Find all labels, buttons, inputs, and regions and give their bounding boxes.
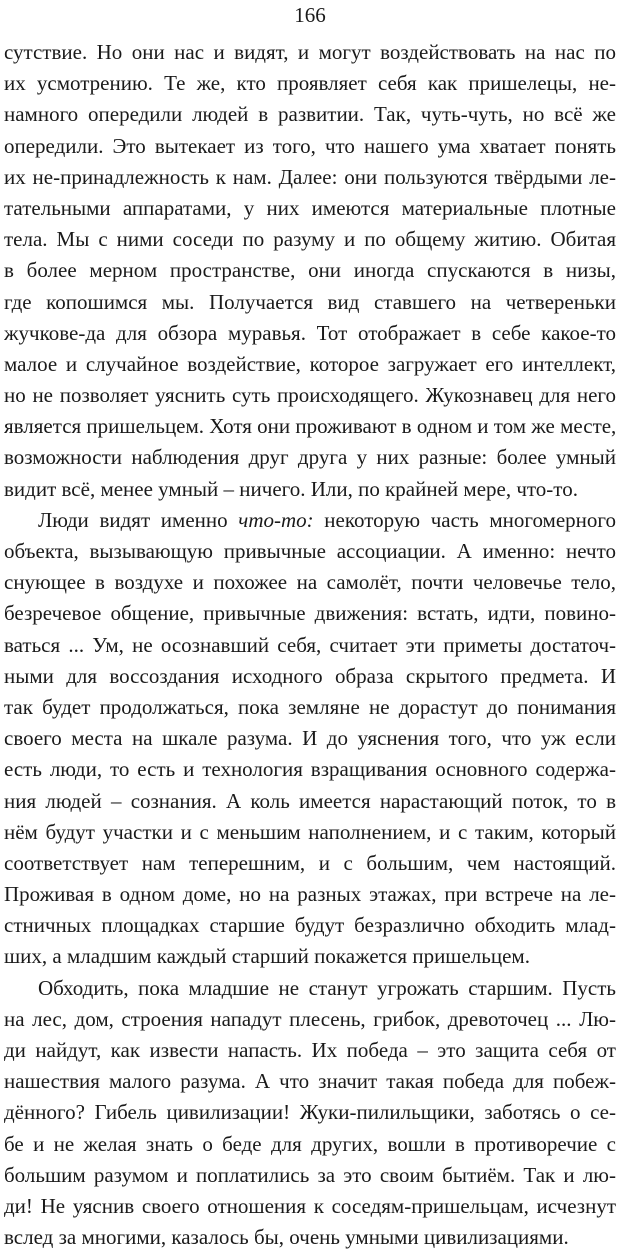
text-run: Люди видят именно bbox=[38, 507, 239, 532]
text-line: тательными аппаратами, у них имеются материальные плотные bbox=[4, 195, 616, 220]
text-line: малое и случайное воздействие, которое загружает его интеллект, bbox=[4, 351, 616, 376]
page-body bbox=[4, 37, 616, 1253]
text-line: намного опередили людей в развитии. Так, чуть-чуть, но всё же bbox=[4, 102, 616, 127]
text-line: бе и не желая знать о беде для других, вошли в противоречие с bbox=[4, 1131, 616, 1156]
text-line: ди! Не уяснив своего отношения к соседям-пришельцам, исчезнут bbox=[4, 1193, 616, 1218]
text-line: снующее в воздухе и похожее на самолёт, почти человечье тело, bbox=[4, 570, 616, 595]
text-line: их усмотрению. Те же, кто проявляет себя как пришелецы, не- bbox=[4, 71, 616, 96]
text-line: ния людей – сознания. А коль имеется нарастающий поток, то в bbox=[4, 788, 616, 813]
text-line: тела. Мы с ними соседи по разуму и по общему житию. Обитая bbox=[4, 227, 616, 252]
text-line: так будет продолжаться, пока земляне не дорастут до понимания bbox=[4, 694, 616, 719]
text-line-first bbox=[4, 505, 616, 536]
text-line: объекта, вызывающую привычные ассоциации. А именно: нечто bbox=[4, 539, 616, 563]
text-line: ваться ... Ум, не осознавший себя, считает эти приметы достаточ- bbox=[4, 632, 616, 657]
text-line: есть люди, то есть и технология взращивания основного содержа- bbox=[4, 757, 616, 782]
paragraph-3 bbox=[4, 973, 616, 1253]
text-line: жучкове-да для обзора муравья. Тот отображает в себе какое-то bbox=[4, 320, 616, 345]
text-run: некоторую часть многомерного bbox=[313, 507, 616, 532]
text-line: большим разумом и поплатились за это своим бытиём. Так и лю- bbox=[4, 1162, 616, 1187]
text-line: является пришельцем. Хотя они проживают в одном и том же месте, bbox=[4, 414, 616, 439]
paragraph-2 bbox=[4, 505, 616, 973]
text-line: своего места на шкале разума. И до уяснения того, что уж если bbox=[4, 726, 616, 751]
text-line: дённого? Гибель цивилизации! Жуки-пилильщики, заботясь о се- bbox=[4, 1100, 616, 1125]
text-line: Проживая в одном доме, но на разных этажах, при встрече на ле- bbox=[4, 882, 616, 907]
page-number: 166 bbox=[294, 3, 326, 27]
text-line: видит всё, менее умный – ничего. Или, по крайней мере, что-то. bbox=[4, 476, 578, 501]
text-line: опередили. Это вытекает из того, что нашего ума хватает понять bbox=[4, 133, 616, 158]
text-line: на лес, дом, строения нападут плесень, грибок, древоточец ... Лю- bbox=[4, 1006, 616, 1031]
text-line: соответствует нам теперешним, и с большим, чем настоящий. bbox=[4, 850, 616, 875]
text-line: сутствие. Но они нас и видят, и могут воздействовать на нас по bbox=[4, 40, 616, 64]
text-line: где копошимся мы. Получается вид ставшего на четвереньки bbox=[4, 289, 616, 314]
text-line: но не позволяет уяснить суть происходящего. Жукознавец для него bbox=[4, 383, 616, 408]
text-line: стничных площадках старшие будут безразлично обходить млад- bbox=[4, 913, 616, 938]
text-line: ди найдут, как извести напасть. Их победа – это защита себя от bbox=[4, 1038, 616, 1062]
text-line: безречевое общение, привычные движения: встать, идти, повино- bbox=[4, 601, 616, 626]
text-line: в более мерном пространстве, они иногда спускаются в низы, bbox=[4, 258, 616, 283]
text-line: нашествия малого разума. А что значит такая победа для побеж- bbox=[4, 1069, 616, 1094]
italic-emphasis: что-то: bbox=[238, 507, 314, 532]
text-line-first: Обходить, пока младшие не станут угрожать старшим. Пусть bbox=[38, 975, 616, 1000]
paragraph-1 bbox=[4, 37, 616, 505]
text-line: ших, а младшим каждый старший покажется пришельцем. bbox=[4, 944, 530, 969]
text-line: нём будут участки и с меньшим наполнением, и с таким, который bbox=[4, 819, 616, 844]
text-line: их не-принадлежность к нам. Далее: они пользуются твёрдыми ле- bbox=[4, 164, 616, 189]
text-line: возможности наблюдения друг друга у них разные: более умный bbox=[4, 445, 616, 470]
text-line: ными для воссоздания исходного образа скрытого предмета. И bbox=[4, 663, 616, 688]
text-line: вслед за многими, казалось бы, очень умными цивилизациями. bbox=[4, 1225, 569, 1250]
